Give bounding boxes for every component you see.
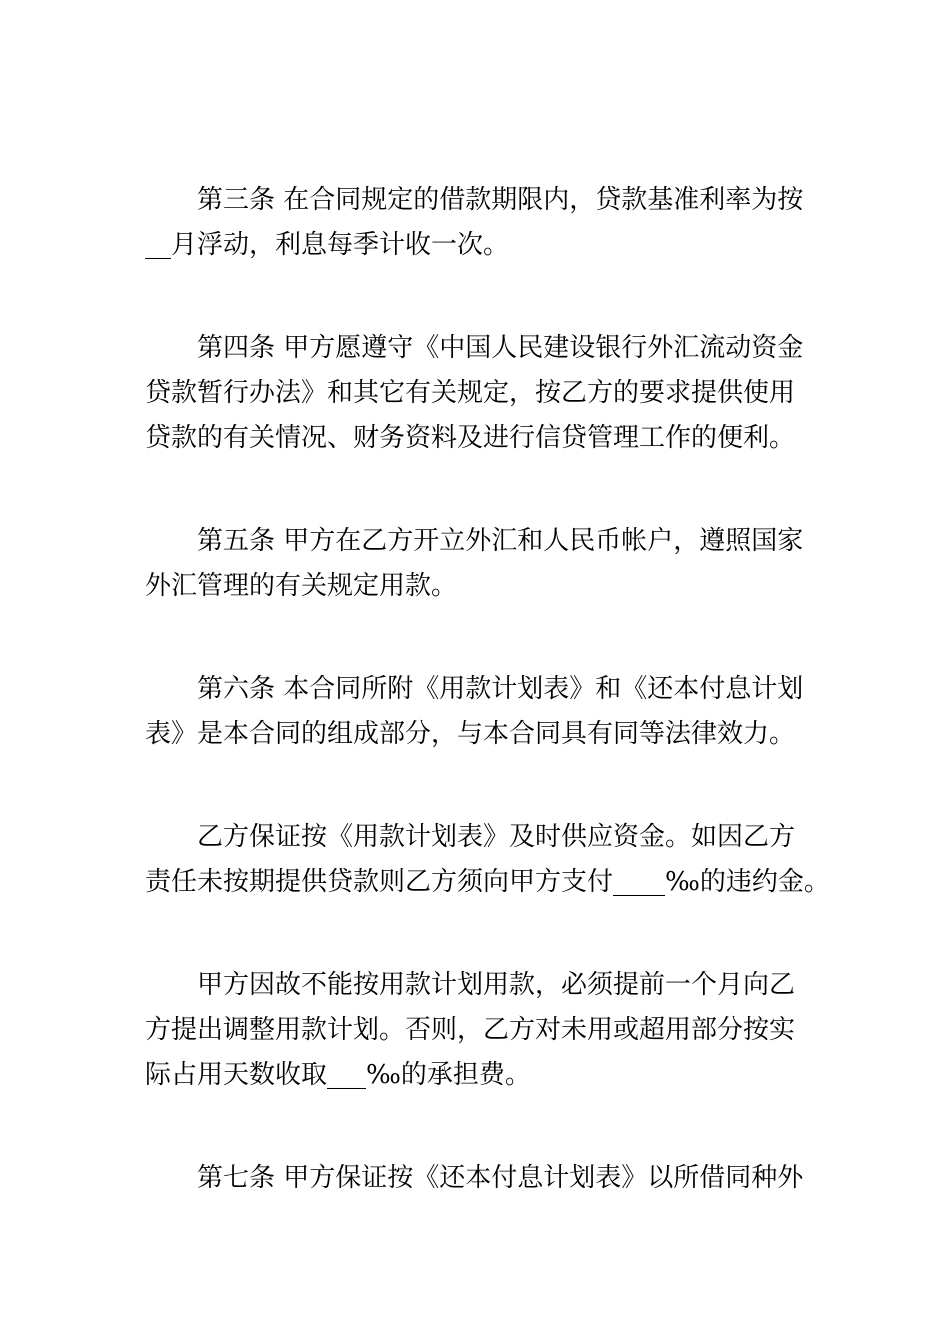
borrower-adjustment-paragraph [145,963,810,1098]
document-body [145,178,830,1259]
paragraph-line: 第七条 甲方保证按《还本付息计划表》以所借同种外 [197,1163,804,1193]
paragraph-line: 责任未按期提供贷款则乙方须向甲方支付____‰的违约金。 [145,867,830,897]
paragraph-line: __月浮动，利息每季计收一次。 [145,230,510,260]
paragraph-line: 方提出调整用款计划。否则，乙方对未用或超用部分按实 [145,1015,796,1045]
paragraph-line: 外汇管理的有关规定用款。 [145,571,458,601]
paragraph-line: 表》是本合同的组成部分，与本合同具有同等法律效力。 [145,719,796,749]
paragraph-line: 第三条 在合同规定的借款期限内，贷款基准利率为按 [197,185,804,215]
paragraph-line: 第五条 甲方在乙方开立外汇和人民币帐户，遵照国家 [197,526,804,556]
paragraph-line: 贷款暂行办法》和其它有关规定，按乙方的要求提供使用 [145,378,796,408]
article-7-paragraph [145,1156,810,1201]
article-4-paragraph [145,326,810,461]
paragraph-line: 第四条 甲方愿遵守《中国人民建设银行外汇流动资金 [197,333,804,363]
paragraph-line: 贷款的有关情况、财务资料及进行信贷管理工作的便利。 [145,423,796,453]
article-5-paragraph [145,519,810,609]
article-6-paragraph [145,667,810,757]
paragraph-line: 际占用天数收取___‰的承担费。 [145,1060,531,1090]
lender-obligation-paragraph [145,815,830,905]
paragraph-line: 乙方保证按《用款计划表》及时供应资金。如因乙方 [197,822,796,852]
paragraph-line: 甲方因故不能按用款计划用款，必须提前一个月向乙 [197,970,796,1000]
article-3-paragraph [145,178,810,268]
paragraph-line: 第六条 本合同所附《用款计划表》和《还本付息计划 [197,674,804,704]
